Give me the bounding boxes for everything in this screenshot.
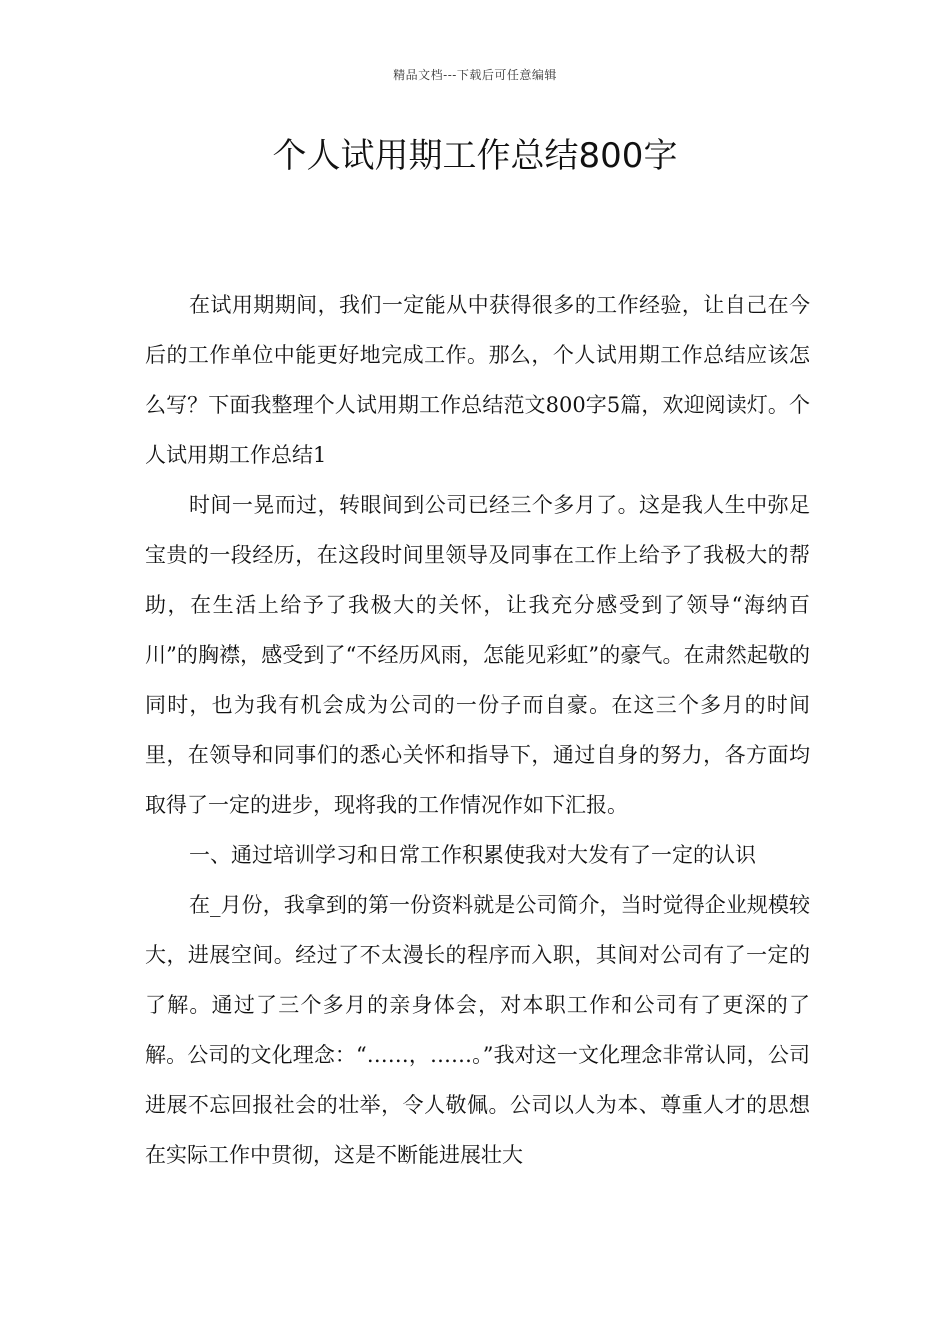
document-title: 个人试用期工作总结800字	[272, 136, 678, 176]
paragraph-section-1: 在_月份，我拿到的第一份资料就是公司简介，当时觉得企业规模较大，进展空间。经过了不太漫长的程序而入职，其间对公司有了一定的了解。通过了三个多月的亲身体会，对本职工作和公司有了更深的了解。公司的文化理念：“……，……。”我对这一文化理念非常认同，公司进展不忘回报社会的壮举，令人敬佩。公司以人为本、尊重人才的思想在实际工作中贯彻，这是不断能进展壮大	[145, 893, 810, 1167]
paragraph-overview: 时间一晃而过，转眼间到公司已经三个多月了。这是我人生中弥足宝贵的一段经历，在这段时间里领导及同事在工作上给予了我极大的帮助，在生活上给予了我极大的关怀，让我充分感受到了领导“海纳百川”的胸襟，感受到了“不经历风雨，怎能见彩虹”的豪气。在肃然起敬的同时，也为我有机会成为公司的一份子而自豪。在这三个多月的时间里，在领导和同事们的悉心关怀和指导下，通过自身的努力，各方面均取得了一定的进步，现将我的工作情况作如下汇报。	[145, 493, 810, 817]
document-body	[145, 280, 810, 1180]
section-heading-1: 一、通过培训学习和日常工作积累使我对大发有了一定的认识	[189, 843, 756, 867]
header-note: 精品文档---下载后可任意编辑	[393, 68, 557, 82]
paragraph-intro: 在试用期期间，我们一定能从中获得很多的工作经验，让自己在今后的工作单位中能更好地完成工作。那么，个人试用期工作总结应该怎么写？下面我整理个人试用期工作总结范文800字5篇，欢迎阅读灯。个人试用期工作总结1	[145, 293, 810, 467]
